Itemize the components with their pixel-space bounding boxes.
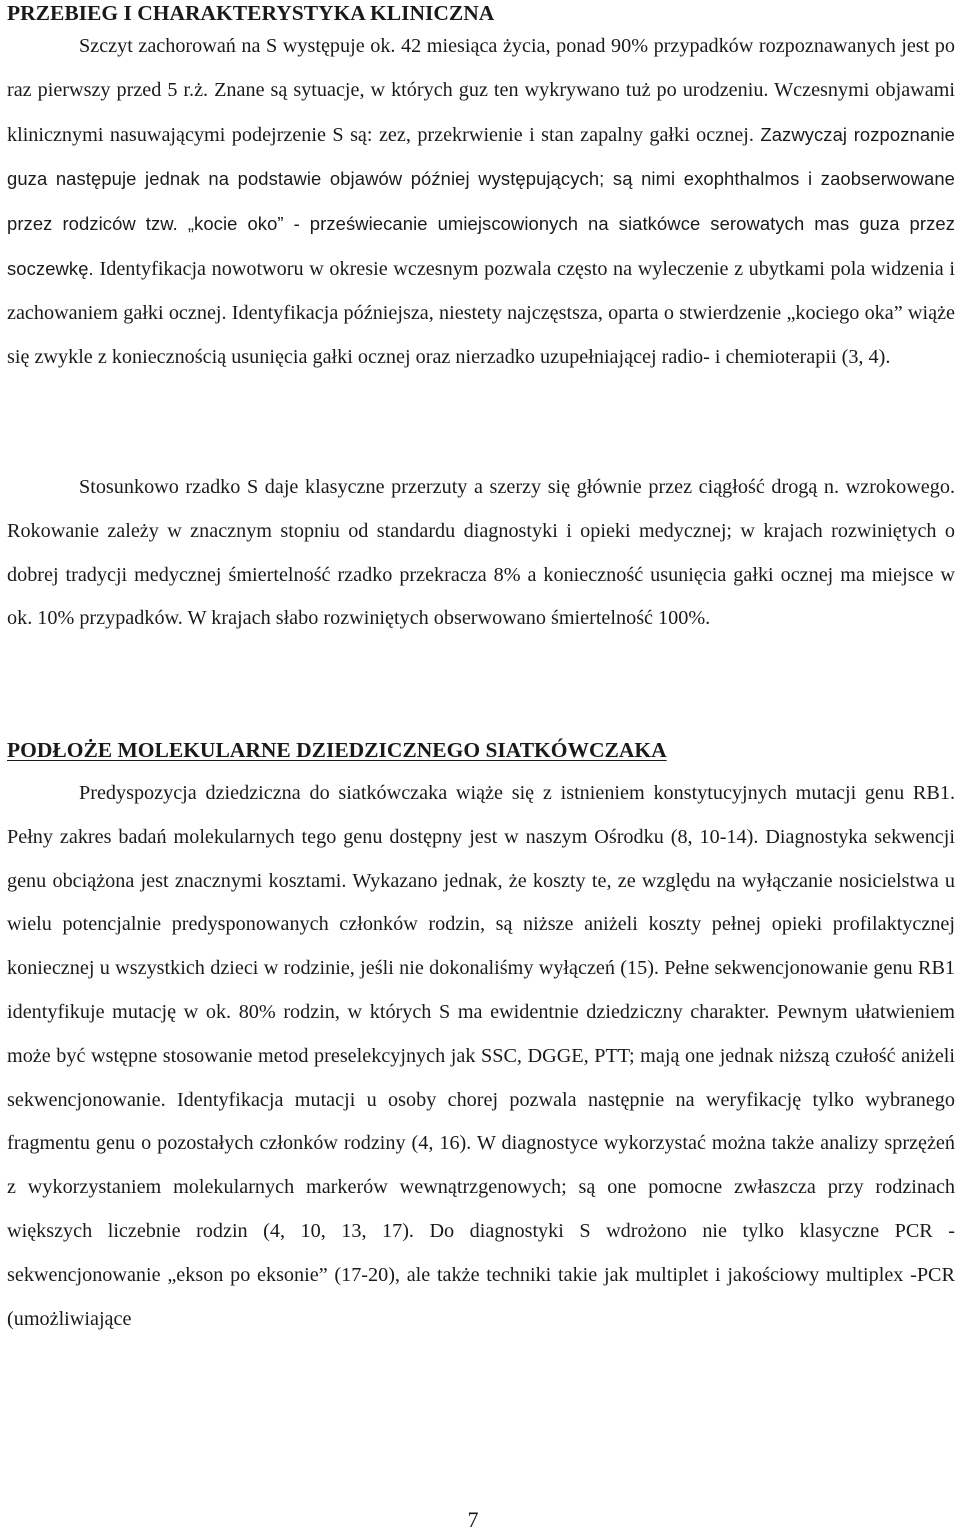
paragraph-clinical-course	[7, 25, 955, 379]
page-number: 7	[467, 1507, 479, 1532]
paragraph-text: Predyspozycja dziedziczna do siatkówczaka wiąże się z istnieniem konstytucyjnych mutacji genu RB1. Pełny zakres badań molekularnych tego genu dostępny jest w naszym Ośrodku (8, 10-14). Diagnostyka sekwencji genu obciążona jest znacznymi kosztami. Wykazano jednak, że koszty te, ze względu na wyłączanie nosicielstwa u wielu potencjalnie predysponowanych członków rodzin, są niższe aniżeli koszty pełnej opieki profilaktycznej koniecznej u wszystkich dzieci w rodzinie, jeśli nie dokonaliśmy wyłączeń (15). Pełne sekwencjonowanie genu RB1 identyfikuje mutację w ok. 80% rodzin, w których S ma ewidentnie dziedziczny charakter. Pewnym ułatwieniem może być wstępne stosowanie metod preselekcyjnych jak SSC, DGGE, PTT; mają one jednak niższą czułość aniżeli sekwencjonowanie. Identyfikacja mutacji u osoby chorej pozwala następnie na weryfikację tylko wybranego fragmentu genu o pozostałych członków rodziny (4, 16). W diagnostyce wykorzystać można także analizy sprzężeń z wykorzystaniem molekularnych markerów wewnątrzgenowych; są one pomocne zwłaszcza przy rodzinach większych liczebnie rodzin (4, 10, 13, 17). Do diagnostyki S wdrożono nie tylko klasyczne PCR - sekwencjonowanie „ekson po eksonie” (17-20), ale także techniki takie jak multiplet i jakościowy multiplex -PCR (umożliwiające	[7, 782, 955, 1330]
paragraph-text-part-a: Szczyt zachorowań na S występuje ok. 42 miesiąca życia, ponad 90% przypadków rozpoznawanych jest po raz pierwszy przed 5 r.ż. Znane są sytuacje, w których guz ten wykrywano tuż po urodzeniu. Wczesnymi objawami klinicznymi nasuwającymi podejrzenie S są: zez, przekrwienie i stan zapalny gałki ocznej.	[7, 35, 955, 146]
paragraph-text-part-c: Identyfikacja nowotworu w okresie wczesnym pozwala często na wyleczenie z ubytkami pola widzenia i zachowaniem gałki ocznej. Identyfikacja późniejsza, niestety najczęstsza, oparta o stwierdzenie „kociego oka” wiąże się zwykle z koniecznością usunięcia gałki ocznej oraz nierzadko uzupełniającej radio- i chemioterapii (3, 4).	[7, 257, 955, 368]
section-heading-molecular: PODŁOŻE MOLEKULARNE DZIEDZICZNEGO SIATKÓWCZAKA	[7, 738, 667, 762]
section-heading-clinical: PRZEBIEG I CHARAKTERYSTYKA KLINICZNA	[7, 1, 495, 25]
paragraph-text-part-b: Zazwyczaj rozpoznanie guza następuje jednak na podstawie objawów później występujących; są nimi exophthalmos i zaobserwowane przez rodziców tzw. „kocie oko” - przeświecanie umiejscowionych na siatkówce serowatych mas guza przez soczewkę.	[7, 123, 956, 279]
paragraph-text: Stosunkowo rzadko S daje klasyczne przerzuty a szerzy się głównie przez ciągłość drogą n. wzrokowego. Rokowanie zależy w znacznym stopniu od standardu diagnostyki i opieki medycznej; w krajach rozwiniętych o dobrej tradycji medycznej śmiertelność rzadko przekracza 8% a konieczność usunięcia gałki ocznej ma miejsce w ok. 10% przypadków. W krajach słabo rozwiniętych obserwowano śmiertelność 100%.	[7, 476, 955, 630]
paragraph-molecular-basis	[7, 772, 955, 1341]
paragraph-prognosis	[7, 466, 955, 641]
